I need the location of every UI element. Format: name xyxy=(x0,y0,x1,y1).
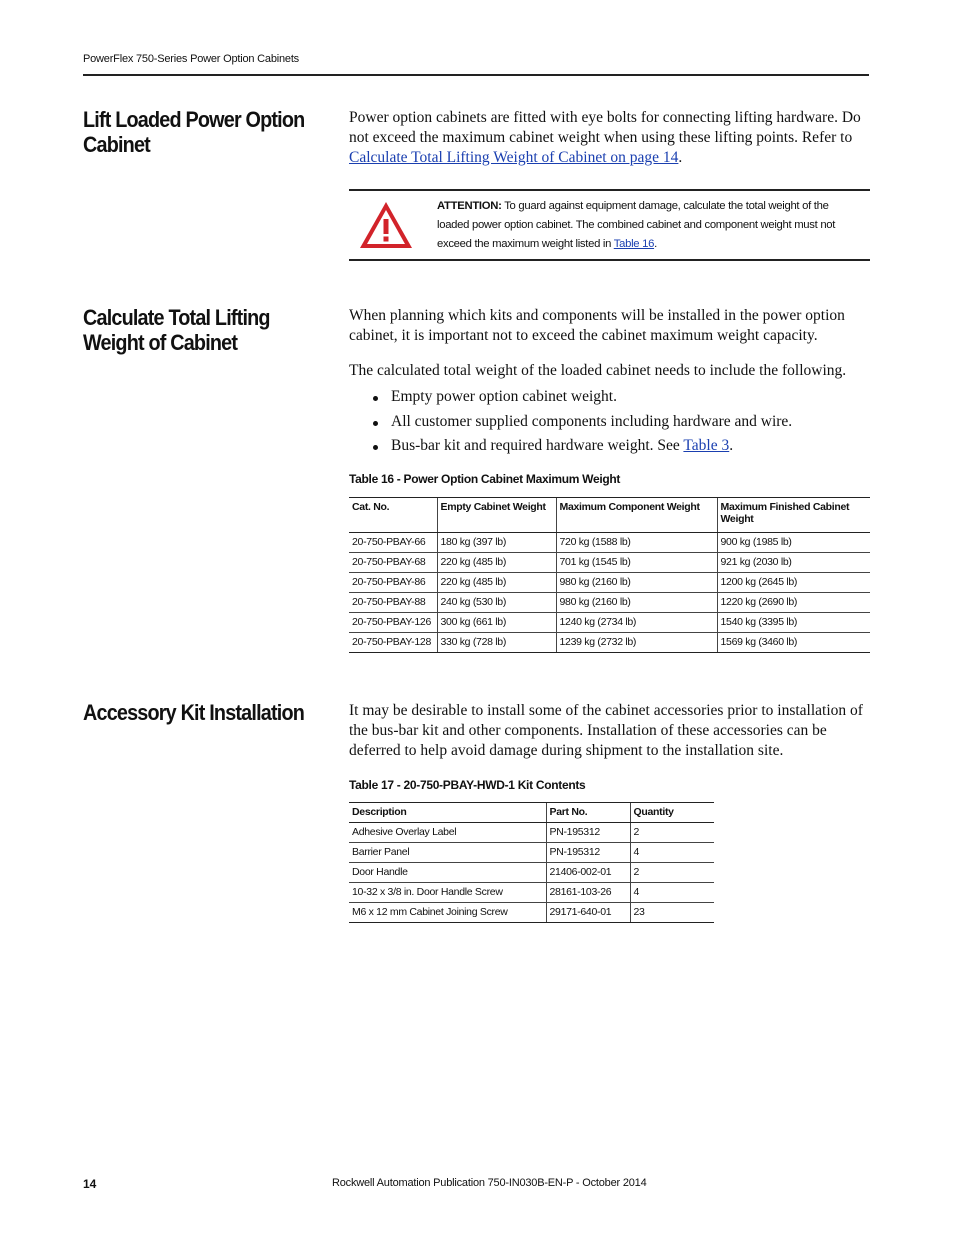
attention-text xyxy=(437,197,857,254)
attention-body: To guard against equipment damage, calculate the total weight of the loaded power option cabinet. The combined cabinet and component weight must not exceed the maximum weight listed in xyxy=(437,200,836,250)
table-header-cell: Part No. xyxy=(546,803,630,823)
bullet-item xyxy=(349,434,792,459)
table-cell: 21406-002-01 xyxy=(546,863,630,883)
table-cell: 220 kg (485 lb) xyxy=(437,553,556,573)
table-cell: 1239 kg (2732 lb) xyxy=(556,633,717,653)
table-cell: 28161-103-26 xyxy=(546,883,630,903)
table-row xyxy=(349,903,714,923)
table-cell: 1540 kg (3395 lb) xyxy=(717,613,870,633)
table-header-cell: Cat. No. xyxy=(349,498,437,533)
table3-link[interactable]: Table 3 xyxy=(683,437,730,454)
accessory-paragraph: It may be desirable to install some of the cabinet accessories prior to installation of the bus-bar kit and other components. Installation of these accessories can be deferred to help avoid damage during shipment to the installation site. xyxy=(349,702,863,759)
table-cell: 921 kg (2030 lb) xyxy=(717,553,870,573)
table-row xyxy=(349,533,870,553)
bullet-text: All customer supplied components including hardware and wire. xyxy=(391,412,793,430)
table-cell: 180 kg (397 lb) xyxy=(437,533,556,553)
table-cell: 1200 kg (2645 lb) xyxy=(717,573,870,593)
table-cell: 4 xyxy=(630,843,714,863)
table-cell: 2 xyxy=(630,823,714,843)
section-heading-lift: Lift Loaded Power Option Cabinet xyxy=(83,107,305,157)
table-cell: 240 kg (530 lb) xyxy=(437,593,556,613)
table-cell: Door Handle xyxy=(349,863,546,883)
table-cell: 4 xyxy=(630,883,714,903)
table-header-row xyxy=(349,803,714,823)
table-header-row xyxy=(349,498,870,533)
table-cell: 300 kg (661 lb) xyxy=(437,613,556,633)
table-header-cell: Description xyxy=(349,803,546,823)
table-cell: 1240 kg (2734 lb) xyxy=(556,613,717,633)
calc-bullet-list xyxy=(349,385,792,459)
table16-link[interactable]: Table 16 xyxy=(613,238,655,250)
attention-label: ATTENTION: xyxy=(437,200,502,212)
table-cell: 29171-640-01 xyxy=(546,903,630,923)
table-header-cell: Empty Cabinet Weight xyxy=(437,498,556,533)
table-cell: 980 kg (2160 lb) xyxy=(556,593,717,613)
table-cell: 1569 kg (3460 lb) xyxy=(717,633,870,653)
table-cell: 1220 kg (2690 lb) xyxy=(717,593,870,613)
table-cell: 20-750-PBAY-128 xyxy=(349,633,437,653)
table-cell: PN-195312 xyxy=(546,843,630,863)
table-row xyxy=(349,823,714,843)
table-header-cell: Maximum Component Weight xyxy=(556,498,717,533)
table-cell: Barrier Panel xyxy=(349,843,546,863)
bullet-item xyxy=(349,385,792,410)
lift-paragraph xyxy=(349,108,869,168)
bullet-dot xyxy=(373,396,378,401)
table16 xyxy=(349,497,870,653)
table-cell: PN-195312 xyxy=(546,823,630,843)
table-cell: 980 kg (2160 lb) xyxy=(556,573,717,593)
attention-end: . xyxy=(654,238,657,250)
lift-paragraph-end: . xyxy=(678,149,683,166)
table-cell: 10-32 x 3/8 in. Door Handle Screw xyxy=(349,883,546,903)
table-row xyxy=(349,573,870,593)
table16-title: Table 16 - Power Option Cabinet Maximum Weight xyxy=(349,472,621,486)
calc-weight-link[interactable]: Calculate Total Lifting Weight of Cabinet on page 14 xyxy=(349,149,679,166)
table-row xyxy=(349,843,714,863)
calc-paragraph-2: The calculated total weight of the loaded cabinet needs to include the following. xyxy=(349,362,847,379)
section-heading-calc: Calculate Total Lifting Weight of Cabinet xyxy=(83,305,270,355)
page-number: 14 xyxy=(83,1177,97,1191)
bullet-dot xyxy=(373,421,378,426)
table-cell: 23 xyxy=(630,903,714,923)
bullet-text: Empty power option cabinet weight. xyxy=(391,388,617,405)
table-cell: 2 xyxy=(630,863,714,883)
table-row xyxy=(349,633,870,653)
bullet-dot xyxy=(373,445,378,450)
table-cell: 20-750-PBAY-88 xyxy=(349,593,437,613)
table-row xyxy=(349,613,870,633)
table-header-cell: Maximum Finished Cabinet Weight xyxy=(717,498,870,533)
table-cell: 330 kg (728 lb) xyxy=(437,633,556,653)
table-cell: 220 kg (485 lb) xyxy=(437,573,556,593)
table-header-cell: Quantity xyxy=(630,803,714,823)
header-divider xyxy=(83,74,869,76)
table-cell: 701 kg (1545 lb) xyxy=(556,553,717,573)
bullet-end: . xyxy=(729,437,734,454)
warning-triangle-icon xyxy=(358,200,414,250)
table-cell: 720 kg (1588 lb) xyxy=(556,533,717,553)
table-row xyxy=(349,553,870,573)
table17-title: Table 17 - 20-750-PBAY-HWD-1 Kit Contents xyxy=(349,778,586,792)
table17 xyxy=(349,802,714,923)
table-row xyxy=(349,863,714,883)
running-header: PowerFlex 750-Series Power Option Cabinets xyxy=(83,53,299,65)
publication-footer: Rockwell Automation Publication 750-IN030B-EN-P - October 2014 xyxy=(332,1177,647,1189)
table-cell: 20-750-PBAY-68 xyxy=(349,553,437,573)
table-cell: 20-750-PBAY-66 xyxy=(349,533,437,553)
section-heading-accessory: Accessory Kit Installation xyxy=(83,700,305,725)
attention-box xyxy=(349,189,870,261)
lift-paragraph-text: Power option cabinets are fitted with eye bolts for connecting lifting hardware. Do not exceed the maximum cabinet weight when using these lifting points. Refer to xyxy=(349,109,861,146)
calc-paragraph-1: When planning which kits and components will be installed in the power option cabinet, it is important not to exceed the cabinet maximum weight capacity. xyxy=(349,307,845,344)
table-row xyxy=(349,883,714,903)
bullet-item xyxy=(349,410,792,435)
table-cell: Adhesive Overlay Label xyxy=(349,823,546,843)
table-cell: 20-750-PBAY-126 xyxy=(349,613,437,633)
table-cell: 20-750-PBAY-86 xyxy=(349,573,437,593)
table-cell: 900 kg (1985 lb) xyxy=(717,533,870,553)
table-cell: M6 x 12 mm Cabinet Joining Screw xyxy=(349,903,546,923)
table-row xyxy=(349,593,870,613)
bullet-text: Bus-bar kit and required hardware weight. See xyxy=(391,437,684,454)
